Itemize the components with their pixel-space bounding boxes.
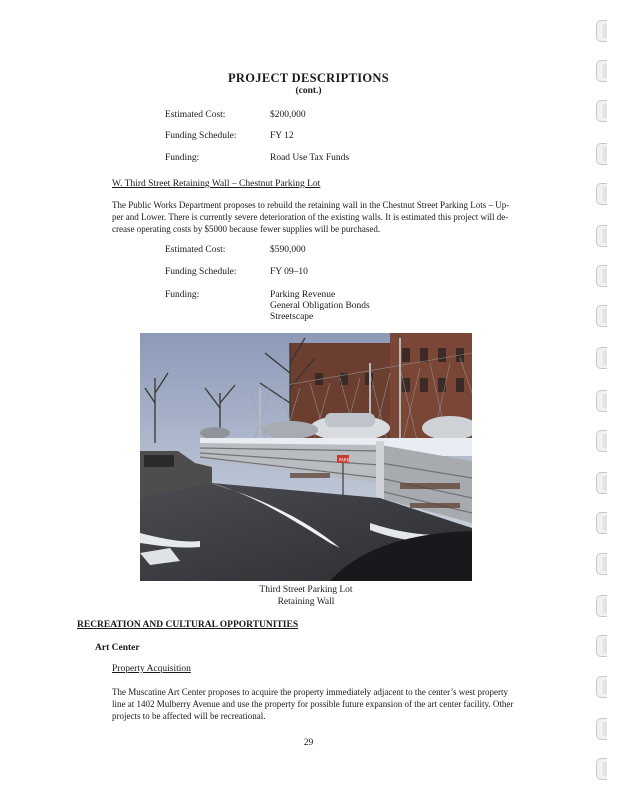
third-street-paragraph: [112, 199, 557, 235]
binder-tab: [596, 265, 607, 287]
binder-tab: [596, 183, 607, 205]
third-street-heading: W. Third Street Retaining Wall – Chestnut Parking Lot: [112, 179, 321, 189]
ts-funding-label: Funding:: [165, 290, 200, 300]
paragraph-line: per and Lower. There is currently severe deterioration of the existing walls. It is estimated this project will de-: [112, 212, 509, 222]
binder-tab: [596, 472, 607, 494]
paragraph-line: crease operating costs by $5000 because fewer supplies will be purchased.: [112, 224, 381, 234]
property-acquisition-heading: Property Acquisition: [112, 664, 191, 674]
retaining-wall-photo: [140, 333, 472, 581]
cost-value: $200,000: [270, 110, 306, 120]
binder-tab: [596, 553, 607, 575]
paragraph-line: projects to be affected will be recreational.: [112, 711, 266, 721]
binder-tab: [596, 718, 607, 740]
binder-tab: [596, 100, 607, 122]
ts-cost-label: Estimated Cost:: [165, 245, 226, 255]
paragraph-line: The Public Works Department proposes to rebuild the retaining wall in the Chestnut Street Parking Lots – Up-: [112, 200, 510, 210]
art-center-paragraph: [112, 686, 557, 722]
paragraph-line: The Muscatine Art Center proposes to acquire the property immediately adjacent to the center’s west property: [112, 687, 508, 697]
cost-label: Estimated Cost:: [165, 110, 226, 120]
ts-cost-value: $590,000: [270, 245, 306, 255]
funding-source: Streetscape: [270, 312, 314, 322]
binder-tab: [596, 512, 607, 534]
page-title: PROJECT DESCRIPTIONS: [227, 71, 389, 85]
binder-tab: [596, 347, 607, 369]
binder-tab: [596, 430, 607, 452]
paragraph-line: line at 1402 Mulberry Avenue and use the property for possible future expansion of the art center facility. Other: [112, 699, 514, 709]
binder-tab: [596, 758, 607, 780]
funding-value: Road Use Tax Funds: [270, 153, 350, 163]
binder-tab: [596, 635, 607, 657]
funding-source: General Obligation Bonds: [270, 301, 370, 311]
photo-caption-line2: Retaining Wall: [277, 597, 335, 607]
binder-tab: [596, 595, 607, 617]
art-center-heading: Art Center: [95, 643, 140, 653]
page-number: 29: [303, 738, 314, 748]
ts-schedule-value: FY 09–10: [270, 267, 308, 277]
funding-source: Parking Revenue: [270, 290, 336, 300]
page-subtitle: (cont.): [295, 86, 322, 96]
ts-schedule-label: Funding Schedule:: [165, 267, 237, 277]
binder-tab: [596, 305, 607, 327]
binder-tab: [596, 676, 607, 698]
parking-sign-text: PARK: [339, 457, 350, 463]
funding-label: Funding:: [165, 153, 200, 163]
ts-funding-values: [270, 290, 370, 323]
schedule-value: FY 12: [270, 131, 294, 141]
binder-tab: [596, 20, 607, 42]
photo-illustration: [140, 333, 472, 581]
photo-caption-line1: Third Street Parking Lot: [259, 585, 353, 595]
section-title: RECREATION AND CULTURAL OPPORTUNITIES: [77, 620, 299, 630]
schedule-label: Funding Schedule:: [165, 131, 237, 141]
binder-tab: [596, 225, 607, 247]
binder-tab: [596, 390, 607, 412]
binder-tab: [596, 143, 607, 165]
